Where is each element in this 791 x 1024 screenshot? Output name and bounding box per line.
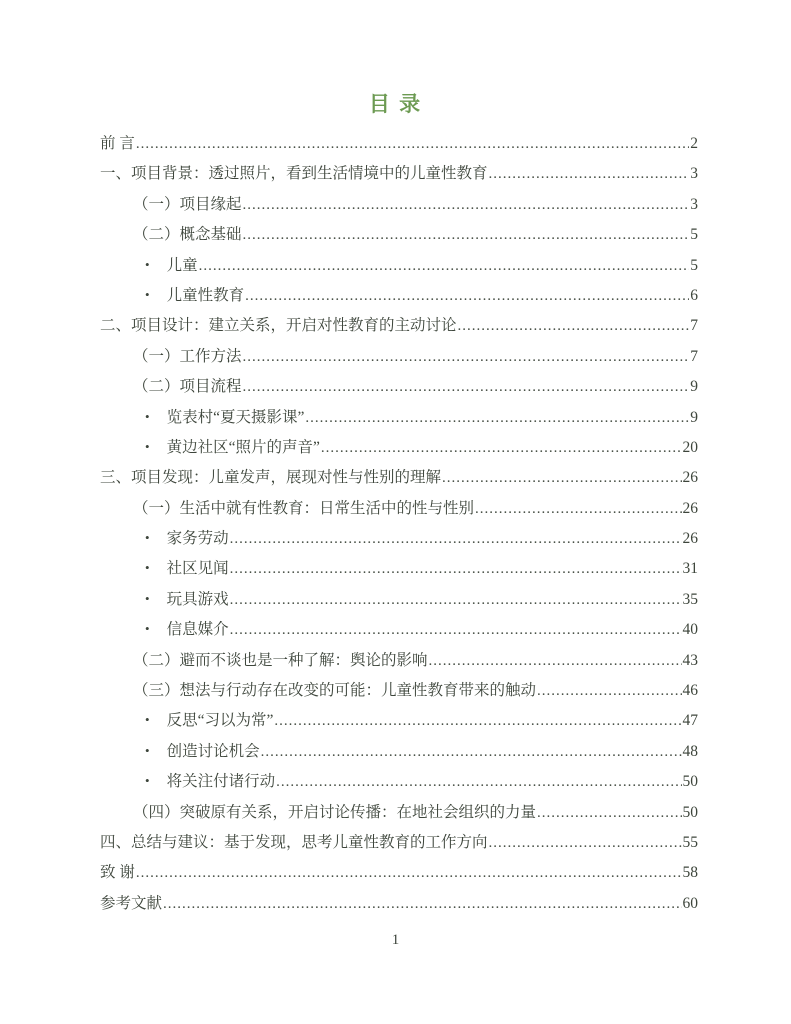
toc-entry-page-number: 31: [682, 560, 698, 578]
toc-entry: [100, 435, 698, 465]
toc-list: [0, 131, 791, 921]
toc-entry-page-number: 7: [690, 317, 698, 335]
toc-entry-label: 社区见闻: [166, 560, 229, 578]
toc-entry-label: 家务劳动: [166, 530, 229, 548]
toc-entry-page-number: 60: [682, 894, 698, 912]
toc-dot-leader: [489, 165, 690, 183]
toc-entry-page-number: 5: [690, 256, 698, 274]
toc-entry-label: （一）工作方法: [133, 347, 242, 365]
toc-dot-leader: [230, 530, 682, 548]
toc-entry-label: 儿童: [166, 256, 198, 274]
toc-entry: [100, 192, 698, 222]
toc-entry-page-number: 6: [690, 286, 698, 304]
toc-entry-page-number: 58: [682, 864, 698, 882]
toc-entry: [100, 161, 698, 191]
toc-entry-page-number: 50: [682, 803, 698, 821]
toc-dot-leader: [429, 652, 682, 670]
toc-entry: [100, 405, 698, 435]
toc-entry-label: （一）生活中就有性教育：日常生活中的性与性别: [133, 499, 475, 517]
toc-entry-label: 二、项目设计：建立关系，开启对性教育的主动讨论: [100, 317, 457, 335]
toc-dot-leader: [458, 317, 690, 335]
toc-entry: [100, 800, 698, 830]
toc-entry-page-number: 50: [682, 773, 698, 791]
toc-entry: [100, 860, 698, 890]
toc-dot-leader: [230, 591, 682, 609]
toc-entry-label: 将关注付诸行动: [166, 773, 276, 791]
toc-dot-leader: [243, 378, 690, 396]
footer-page-number: 1: [391, 932, 400, 948]
toc-dot-leader: [305, 409, 689, 427]
toc-dot-leader: [537, 682, 681, 700]
toc-entry: [100, 769, 698, 799]
toc-entry-page-number: 20: [682, 438, 698, 456]
toc-entry: [100, 465, 698, 495]
toc-dot-leader: [245, 287, 689, 305]
toc-dot-leader: [537, 804, 681, 822]
toc-entry-label: 儿童性教育: [166, 286, 245, 304]
bullet-icon: •: [145, 408, 150, 424]
toc-entry: [100, 313, 698, 343]
toc-entry-label: 信息媒介: [166, 621, 229, 639]
toc-dot-leader: [261, 743, 682, 761]
toc-dot-leader: [243, 348, 690, 366]
toc-entry: [100, 708, 698, 738]
toc-entry-page-number: 26: [682, 499, 698, 517]
toc-dot-leader: [243, 226, 690, 244]
toc-entry: [100, 344, 698, 374]
toc-entry-page-number: 47: [682, 712, 698, 730]
toc-dot-leader: [136, 864, 682, 882]
toc-entry: [100, 617, 698, 647]
toc-entry-page-number: 9: [690, 408, 698, 426]
toc-entry-label: （二）项目流程: [133, 378, 242, 396]
toc-entry-page-number: 2: [690, 135, 698, 152]
bullet-icon: •: [145, 530, 150, 546]
toc-entry-page-number: 9: [690, 378, 698, 396]
toc-dot-leader: [243, 196, 690, 214]
toc-entry-label: （三）想法与行动存在改变的可能：儿童性教育带来的触动: [133, 682, 537, 700]
toc-entry-label: 玩具游戏: [166, 590, 229, 608]
toc-entry-page-number: 7: [690, 347, 698, 365]
bullet-icon: •: [145, 773, 150, 789]
toc-entry-label: 览表村“夏天摄影课”: [166, 408, 305, 426]
bullet-icon: •: [145, 712, 150, 728]
bullet-icon: •: [145, 742, 150, 758]
bullet-icon: •: [145, 621, 150, 637]
toc-dot-leader: [442, 469, 681, 487]
toc-entry: [100, 648, 698, 678]
toc-entry-page-number: 26: [682, 469, 698, 487]
toc-entry-label: 创造讨论机会: [166, 742, 260, 760]
toc-dot-leader: [230, 621, 682, 639]
toc-dot-leader: [230, 560, 682, 578]
toc-entry-page-number: 48: [682, 742, 698, 760]
bullet-icon: •: [145, 560, 150, 576]
toc-entry: [100, 739, 698, 769]
toc-entry-label: 黄边社区“照片的声音”: [166, 438, 320, 456]
toc-dot-leader: [475, 500, 681, 518]
toc-entry-page-number: 40: [682, 621, 698, 639]
toc-entry-label: （二）避而不谈也是一种了解：舆论的影响: [133, 651, 428, 669]
page-title: 目 录: [368, 92, 423, 116]
toc-entry-label: 一、项目背景：透过照片，看到生活情境中的儿童性教育: [100, 165, 488, 183]
toc-entry-page-number: 55: [682, 833, 698, 851]
toc-entry: [100, 222, 698, 252]
bullet-icon: •: [145, 256, 150, 272]
toc-entry: [100, 253, 698, 283]
toc-entry: [100, 556, 698, 586]
bullet-icon: •: [145, 438, 150, 454]
toc-entry-label: 四、总结与建议：基于发现，思考儿童性教育的工作方向: [100, 833, 488, 851]
toc-entry-label: 前 言: [100, 135, 135, 152]
toc-dot-leader: [199, 257, 690, 275]
toc-entry: [100, 496, 698, 526]
bullet-icon: •: [145, 286, 150, 302]
toc-entry-label: 三、项目发现：儿童发声，展现对性与性别的理解: [100, 469, 442, 487]
toc-entry: [100, 830, 698, 860]
toc-entry-label: （四）突破原有关系，开启讨论传播：在地社会组织的力量: [133, 803, 537, 821]
toc-entry: [100, 131, 698, 161]
toc-dot-leader: [136, 135, 689, 153]
toc-dot-leader: [276, 773, 681, 791]
toc-dot-leader: [163, 895, 681, 913]
toc-dot-leader: [321, 439, 682, 457]
toc-entry-label: （一）项目缘起: [133, 195, 242, 213]
toc-entry: [100, 678, 698, 708]
toc-entry-label: 致 谢: [100, 864, 135, 882]
toc-entry: [100, 283, 698, 313]
toc-entry-page-number: 35: [682, 590, 698, 608]
toc-entry-page-number: 3: [690, 165, 698, 183]
toc-dot-leader: [489, 834, 682, 852]
toc-entry: [100, 374, 698, 404]
toc-entry-page-number: 26: [682, 530, 698, 548]
toc-entry: [100, 526, 698, 556]
toc-entry-label: （二）概念基础: [133, 226, 242, 244]
toc-entry-page-number: 3: [690, 195, 698, 213]
toc-dot-leader: [274, 712, 681, 730]
toc-entry: [100, 587, 698, 617]
toc-entry-label: 参考文献: [100, 894, 163, 912]
toc-entry-page-number: 5: [690, 226, 698, 244]
toc-entry: [100, 891, 698, 921]
toc-entry-label: 反思“习以为常”: [166, 712, 274, 730]
bullet-icon: •: [145, 590, 150, 606]
toc-entry-page-number: 46: [682, 682, 698, 700]
toc-entry-page-number: 43: [682, 651, 698, 669]
